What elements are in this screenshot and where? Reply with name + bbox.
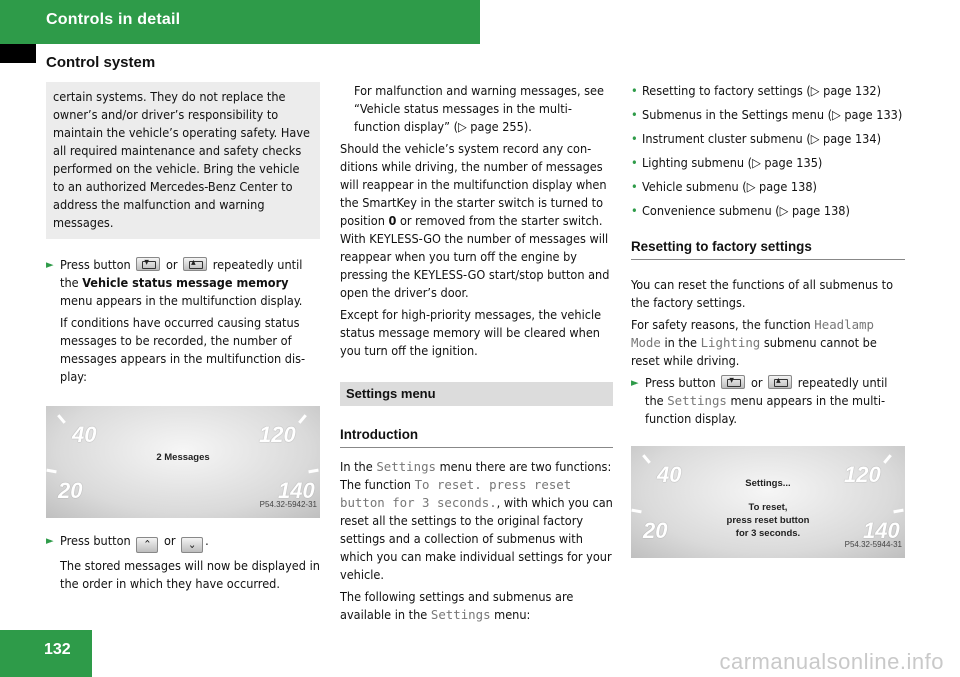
display-text: Lighting <box>700 335 761 350</box>
paragraph-text: submenu cannot be reset while driving. <box>631 335 877 368</box>
settings-menu-heading: Settings menu <box>340 382 613 406</box>
list-item[interactable] <box>631 178 905 196</box>
display-text: Settings <box>667 393 727 408</box>
image-code: P54.32-5944-31 <box>844 540 902 549</box>
step-detail: The stored messages will now be displayed in the order in which they have occurred. <box>60 558 320 591</box>
speed-label: 140 <box>863 518 900 543</box>
step-text: Press button <box>60 257 131 272</box>
paragraph-text: , with which you can reset all the settings to the original factory settings and a collection of submenus with which you can make individual settings for your vehicle. <box>340 495 613 582</box>
step-detail: If conditions have occurred causing status messages to be recorded, the number of messages appears in the multifunction display: <box>60 315 306 384</box>
step-text: menu appears in the multifunction display. <box>60 293 303 308</box>
speed-label: 140 <box>278 478 315 503</box>
instrument-display-image <box>631 446 905 558</box>
column-3 <box>631 82 905 558</box>
list-item-text: Instrument cluster submenu (▷ page 134) <box>642 131 881 146</box>
paragraph <box>340 140 613 302</box>
speed-label: 20 <box>58 478 83 503</box>
dial-tick <box>883 454 892 464</box>
list-item[interactable] <box>631 106 905 124</box>
bullet-icon: • <box>631 203 638 218</box>
arrow-right-icon: ► <box>46 258 54 271</box>
position-value: 0 <box>388 213 397 228</box>
reset-heading: Resetting to factory settings <box>631 238 905 260</box>
dial-tick <box>642 454 651 464</box>
display-message: for 3 seconds. <box>735 528 801 539</box>
bullet-icon: • <box>631 107 638 122</box>
page-number: 132 <box>44 641 71 658</box>
chevron-up-button-icon: ⌃ <box>136 537 158 553</box>
display-text: Headlamp Mode <box>631 317 874 350</box>
list-item-text: Resetting to factory settings (▷ page 132) <box>642 83 882 98</box>
speed-label: 40 <box>657 462 682 487</box>
instruction-step <box>631 374 905 428</box>
list-item[interactable] <box>631 82 905 100</box>
note-box <box>46 82 320 239</box>
bullet-icon: • <box>631 83 638 98</box>
list-item[interactable] <box>631 130 905 148</box>
paragraph: You can reset the functions of all submenus to the factory settings. <box>631 277 894 310</box>
paragraph-text: or removed from the starter switch. With KEYLESS-GO the number of messages will reappear when you turn off the engine by pressing the KEYLESS-GO start/stop button and open the driver’s door. <box>340 213 610 300</box>
step-text: or <box>750 375 763 390</box>
paragraph <box>340 588 613 624</box>
paragraph-text: in the <box>664 335 697 350</box>
image-code: P54.32-5942-31 <box>259 500 317 509</box>
speed-label: 120 <box>259 422 296 447</box>
list-item-text: Convenience submenu (▷ page 138) <box>642 203 850 218</box>
display-text: To reset. press reset button for 3 seconds. <box>340 477 572 510</box>
menu-name: Vehicle status message memory <box>82 275 289 290</box>
paragraph-text: menu: <box>494 607 531 622</box>
step-text: Press button <box>645 375 716 390</box>
section-tab <box>0 44 36 63</box>
display-message: Settings... <box>745 478 791 489</box>
paragraph-text: In the <box>340 459 373 474</box>
column-2 <box>340 82 613 628</box>
display-up-button-icon <box>183 257 207 271</box>
paragraph-text: For safety reasons, the function <box>631 317 811 332</box>
display-message: press reset button <box>726 515 810 526</box>
display-up-button-icon <box>768 375 792 389</box>
arrow-right-icon: ► <box>631 376 639 389</box>
paragraph <box>340 458 613 584</box>
display-message: 2 Messages <box>156 452 210 463</box>
arrow-right-icon: ► <box>46 534 54 547</box>
dial-tick <box>46 469 56 474</box>
bullet-icon: • <box>631 131 638 146</box>
display-down-button-icon <box>721 375 745 389</box>
display-text: Settings <box>430 607 491 622</box>
bullet-icon: • <box>631 179 638 194</box>
dial-tick <box>57 414 66 424</box>
section-title: Control system <box>46 54 156 71</box>
step-text: or <box>165 257 178 272</box>
instrument-display-image <box>46 406 320 518</box>
instruction-step <box>46 532 320 553</box>
paragraph: For malfunction and warning messages, see “Vehicle status messages in the multifunction display” (▷ page 255). <box>354 83 604 134</box>
paragraph <box>631 316 905 370</box>
list-item[interactable] <box>631 154 905 172</box>
instruction-step <box>46 256 320 310</box>
paragraph-text: menu there are two functions: The function <box>340 459 612 492</box>
bullet-icon: • <box>631 155 638 170</box>
paragraph: Except for high-priority messages, the vehicle status message memory will be cleared when you turn off the ignition. <box>340 307 602 358</box>
paragraph-text: Should the vehicle’s system record any conditions while driving, the number of messages will reappear in the multifunction display when the SmartKey in the starter switch is turned to position <box>340 141 607 228</box>
introduction-heading: Introduction <box>340 426 613 448</box>
speed-label: 40 <box>72 422 97 447</box>
list-item[interactable] <box>631 202 905 220</box>
dial-tick <box>298 414 307 424</box>
paragraph-text: The following settings and submenus are available in the <box>340 589 574 622</box>
note-text: certain systems. They do not replace the owner’s and/or driver’s responsibility to maintain the vehicle’s operating safety. Have all required maintenance and safety checks performed on the vehicle. Bring the vehicle to an authorized Mercedes-Benz Center to address the malfunction and warning messages. <box>53 89 311 230</box>
display-down-button-icon <box>136 257 160 271</box>
display-text: Settings <box>376 459 437 474</box>
column-1 <box>46 82 320 597</box>
step-text: or <box>163 533 176 548</box>
speed-label: 20 <box>643 518 668 543</box>
watermark: carmanualsonline.info <box>719 649 944 674</box>
header-title: Controls in detail <box>46 11 181 28</box>
list-item-text: Submenus in the Settings menu (▷ page 133) <box>642 107 903 122</box>
step-text: repeatedly until the <box>645 375 888 408</box>
step-text: . <box>205 533 209 548</box>
list-item-text: Lighting submenu (▷ page 135) <box>642 155 823 170</box>
list-item-text: Vehicle submenu (▷ page 138) <box>642 179 817 194</box>
speed-label: 120 <box>844 462 881 487</box>
step-text: menu appears in the multifunction display. <box>645 393 886 426</box>
dial-tick <box>308 469 318 474</box>
step-text: Press button <box>60 533 131 548</box>
chevron-down-button-icon: ⌄ <box>181 537 203 553</box>
step-text: repeatedly until the <box>60 257 303 290</box>
display-message: To reset, <box>748 502 788 513</box>
